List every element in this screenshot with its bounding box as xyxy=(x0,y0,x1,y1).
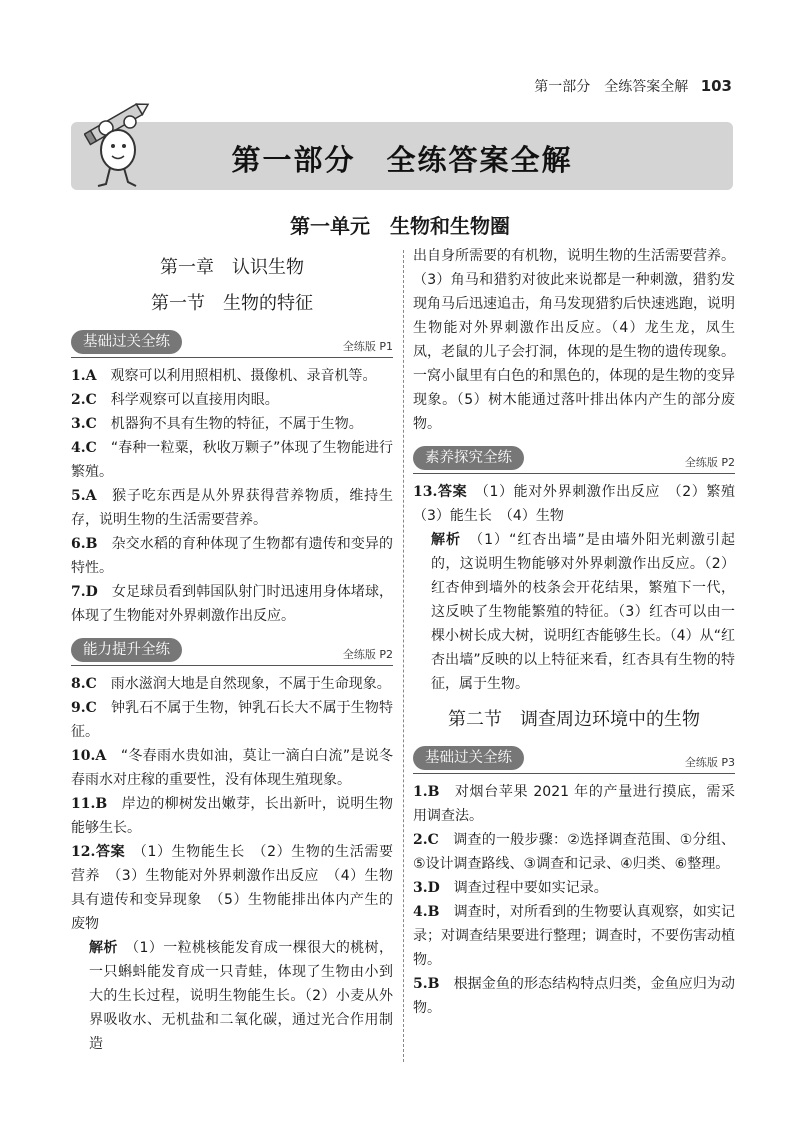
answer-item: 11.B 岸边的柳树发出嫩芽，长出新叶，说明生物能够生长。 xyxy=(71,796,394,836)
answer-item: 1.B 对烟台苹果 2021 年的产量进行摸底，需采用调查法。 xyxy=(413,784,736,824)
answer-item: 9.C 钟乳石不属于生物，钟乳石长大不属于生物特征。 xyxy=(71,700,394,740)
band-label: 基础过关全练 xyxy=(71,330,182,354)
answer-item: 5.A 猴子吃东西是从外界获得营养物质，维持生存，说明生物的生活需要营养。 xyxy=(71,488,394,528)
exercise-band xyxy=(71,330,393,358)
answer-item: 3.C 机器狗不具有生物的特征，不属于生物。 xyxy=(71,416,363,432)
answer-item: 4.B 调查时，对所看到的生物要认真观察，如实记录；对调查结果要进行整理；调查时，不要伤害动植物。 xyxy=(413,904,736,968)
analysis-text: 解析 （1）一粒桃核能发育成一棵很大的桃树，一只蝌蚪能发育成一只青蛙，体现了生物由小到大的生长过程，说明生物能生长。（2）小麦从外界吸收水、无机盐和二氧化碳，通过光合作用制造 xyxy=(89,940,394,1052)
answer-item: 10.A “冬春雨水贵如油，莫让一滴白白流”是说冬春雨水对庄稼的重要性，没有体现生殖现象。 xyxy=(71,748,394,788)
answer-item: 4.C “春种一粒粟，秋收万颗子”体现了生物能进行繁殖。 xyxy=(71,440,393,480)
exercise-band xyxy=(413,746,735,774)
answer-item: 6.B 杂交水稻的育种体现了生物都有遗传和变异的特性。 xyxy=(71,536,394,576)
part-banner xyxy=(71,122,733,190)
band-label: 基础过关全练 xyxy=(413,746,524,770)
answer-item: 1.A 观察可以利用照相机、摄像机、录音机等。 xyxy=(71,368,377,384)
answer-item: 2.C 调查的一般步骤：②选择调查范围、①分组、⑤设计调查路线、③调查和记录、④归类、⑥整理。 xyxy=(413,832,736,872)
answer-item: 7.D 女足球员看到韩国队射门时迅速用身体堵球，体现了生物能对外界刺激作出反应。 xyxy=(71,584,394,624)
right-column xyxy=(413,244,750,1020)
band-version: 全练版 P1 xyxy=(342,340,393,353)
answer-item: 13.答案 （1）能对外界刺激作出反应 （2）繁殖 （3）能生长 （4）生物 xyxy=(413,484,750,524)
exercise-band xyxy=(413,446,735,474)
pencil-mascot-icon xyxy=(84,98,154,190)
answer-item: 5.B 根据金鱼的形态结构特点归类，金鱼应归为动物。 xyxy=(413,976,736,1016)
band-label: 素养探究全练 xyxy=(413,446,524,470)
running-title: 第一部分 全练答案全解 xyxy=(534,79,689,95)
answer-item: 8.C 雨水滋润大地是自然现象，不属于生命现象。 xyxy=(71,676,391,692)
band-version: 全练版 P2 xyxy=(684,456,735,469)
column-divider xyxy=(403,250,404,1062)
section-title: 第二节 调查周边环境中的生物 xyxy=(448,709,700,730)
band-label: 能力提升全练 xyxy=(71,638,182,662)
section-title: 第一节 生物的特征 xyxy=(151,293,313,314)
running-header xyxy=(534,76,732,96)
answer-item: 3.D 调查过程中要如实记录。 xyxy=(413,880,608,896)
answer-item: 12.答案 （1）生物能生长 （2）生物的生活需要营养 （3）生物能对外界刺激作出反应 （4）生物具有遗传和变异现象 （5）生物能排出体内产生的废物 xyxy=(71,844,394,932)
part-title: 第一部分 全练答案全解 xyxy=(231,143,573,177)
unit-title: 第一单元 生物和生物圈 xyxy=(290,214,510,238)
band-version: 全练版 P3 xyxy=(684,756,735,769)
analysis-continuation: 出自身所需要的有机物，说明生物的生活需要营养。（3）角马和猎豹对彼此来说都是一种刺激，猎豹发现角马后迅速追击，角马发现猎豹后快速逃跑，说明生物能对外界刺激作出反应。（4）龙生龙，凤生凤，老鼠的儿子会打洞，体现的是生物的遗传现象。一窝小鼠里有白色的和黑色的，体现的是生物的变异现象。（5）树木能通过落叶排出体内产生的部分废物。 xyxy=(413,248,735,432)
answer-item: 2.C 科学观察可以直接用肉眼。 xyxy=(71,392,279,408)
left-column xyxy=(71,246,393,1056)
band-version: 全练版 P2 xyxy=(342,648,393,661)
chapter-title: 第一章 认识生物 xyxy=(160,257,304,278)
analysis-text: 解析 （1）“红杏出墙”是由墙外阳光刺激引起的，这说明生物能够对外界刺激作出反应。（2）红杏伸到墙外的枝条会开花结果，繁殖下一代，这反映了生物能繁殖的特征。（3）红杏可以由一棵小树长成大树，说明红杏能够生长。（4）从“红杏出墙”反映的以上特征来看，红杏具有生物的特征，属于生物。 xyxy=(431,532,736,692)
page-number: 103 xyxy=(700,77,732,95)
exercise-band xyxy=(71,638,393,666)
